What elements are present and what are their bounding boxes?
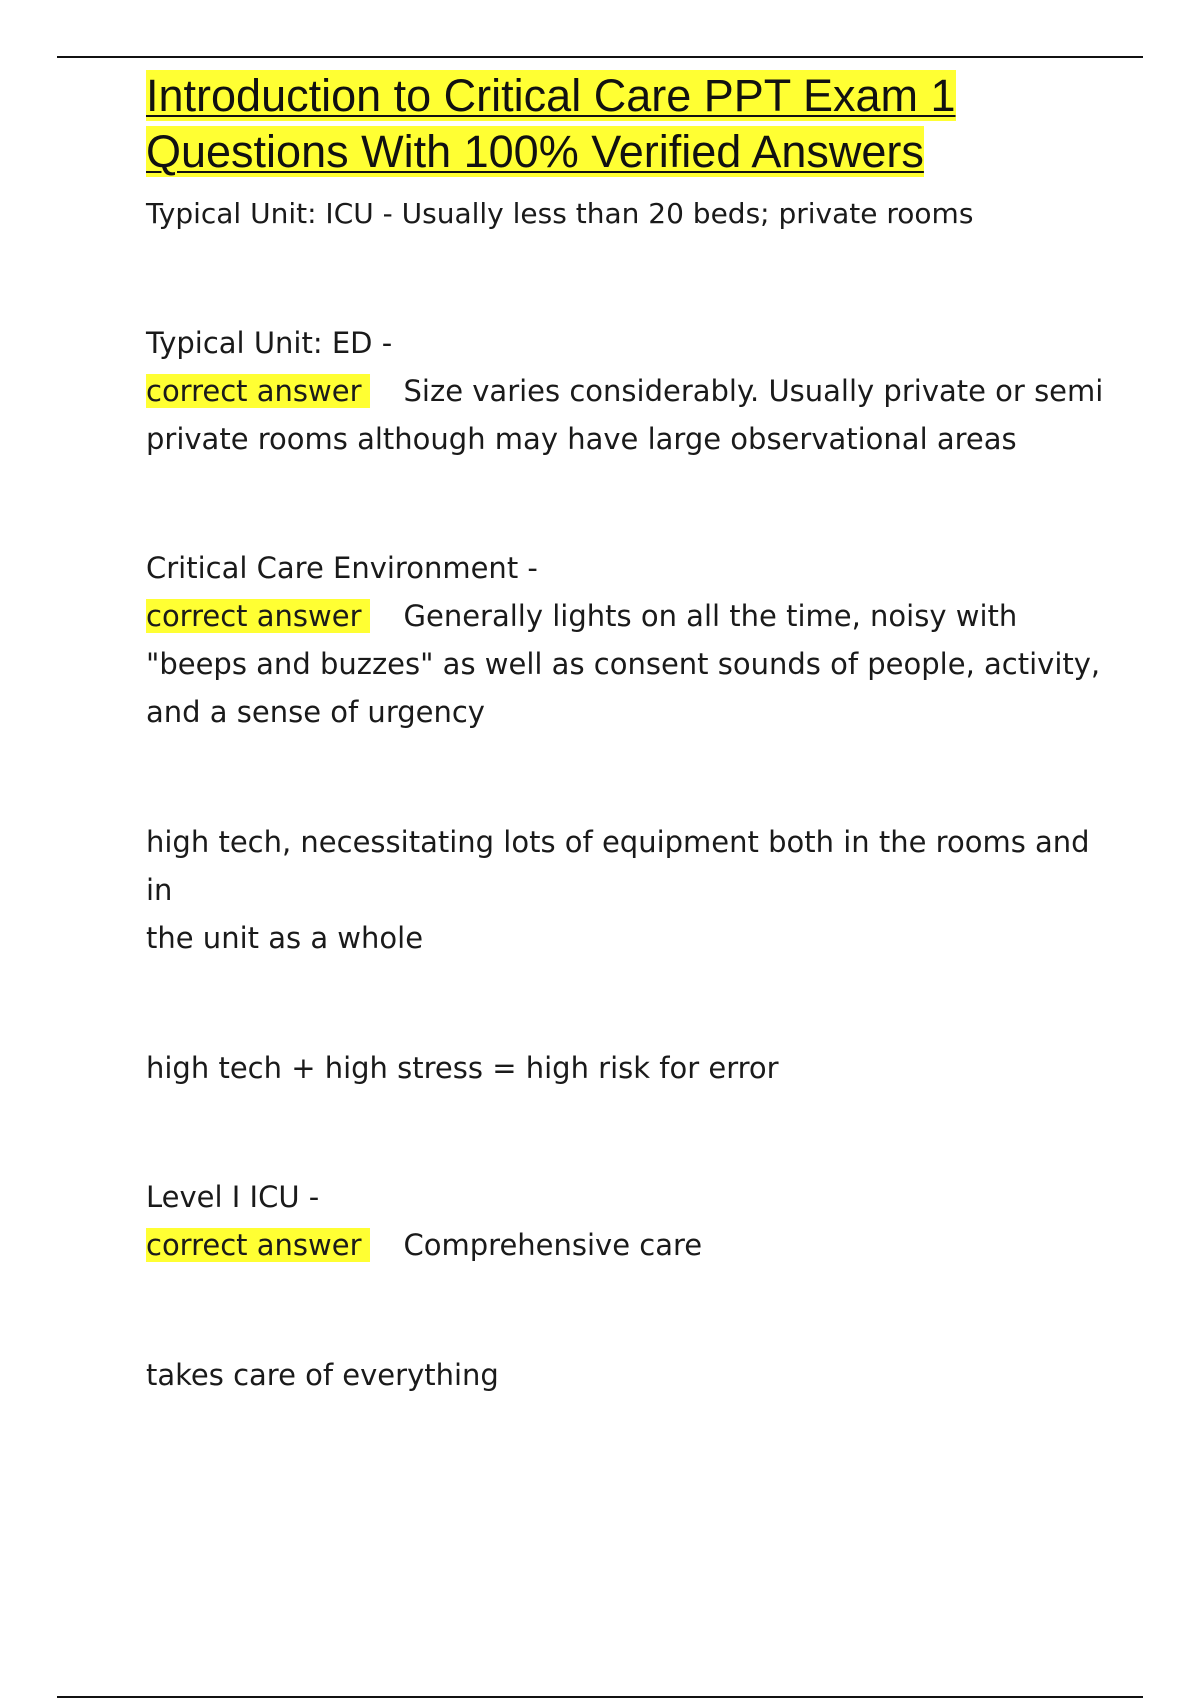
note-text-line-1: high tech, necessitating lots of equipment both in the rooms and in — [146, 825, 1090, 907]
entry-takes-care-note — [146, 1351, 1106, 1399]
footer-rule — [57, 1696, 1143, 1698]
header-rule — [57, 56, 1143, 58]
entry-answer — [146, 592, 1106, 640]
entry-answer — [146, 367, 1106, 415]
entry-critical-care-environment — [146, 544, 1106, 736]
answer-text-line-1: Size varies considerably. Usually private or semi — [403, 374, 1104, 408]
entry-term: Level I ICU - — [146, 1180, 320, 1214]
entry-high-risk-note — [146, 1044, 1106, 1092]
entry-high-tech-note — [146, 818, 1106, 962]
answer-text-line-3: and a sense of urgency — [146, 695, 485, 729]
note-text-line-1: high tech + high stress = high risk for error — [146, 1051, 779, 1085]
entry-text: Typical Unit: ICU - Usually less than 20 beds; private rooms — [146, 197, 974, 230]
document-title — [146, 68, 1106, 180]
title-line-2: Questions With 100% Verified Answers — [146, 126, 924, 177]
answer-text-line-2: private rooms although may have large observational areas — [146, 422, 1017, 456]
answer-text-line-1: Generally lights on all the time, noisy with — [403, 599, 1018, 633]
entry-typical-unit-ed — [146, 319, 1106, 463]
answer-text-line-1: Comprehensive care — [403, 1228, 703, 1262]
note-text-line-2: the unit as a whole — [146, 921, 424, 955]
title-line-1: Introduction to Critical Care PPT Exam 1 — [146, 70, 956, 121]
entry-answer — [146, 1221, 1106, 1269]
entry-typical-unit-icu — [146, 190, 1106, 238]
correct-answer-label: correct answer — [146, 599, 370, 633]
entry-level-1-icu — [146, 1173, 1106, 1269]
entry-term: Typical Unit: ED - — [146, 326, 393, 360]
document-body — [146, 68, 1106, 1399]
correct-answer-label: correct answer — [146, 1228, 370, 1262]
entry-term: Critical Care Environment - — [146, 551, 538, 585]
note-text-line-1: takes care of everything — [146, 1358, 499, 1392]
answer-text-line-2: "beeps and buzzes" as well as consent sounds of people, activity, — [146, 647, 1101, 681]
correct-answer-label: correct answer — [146, 374, 370, 408]
